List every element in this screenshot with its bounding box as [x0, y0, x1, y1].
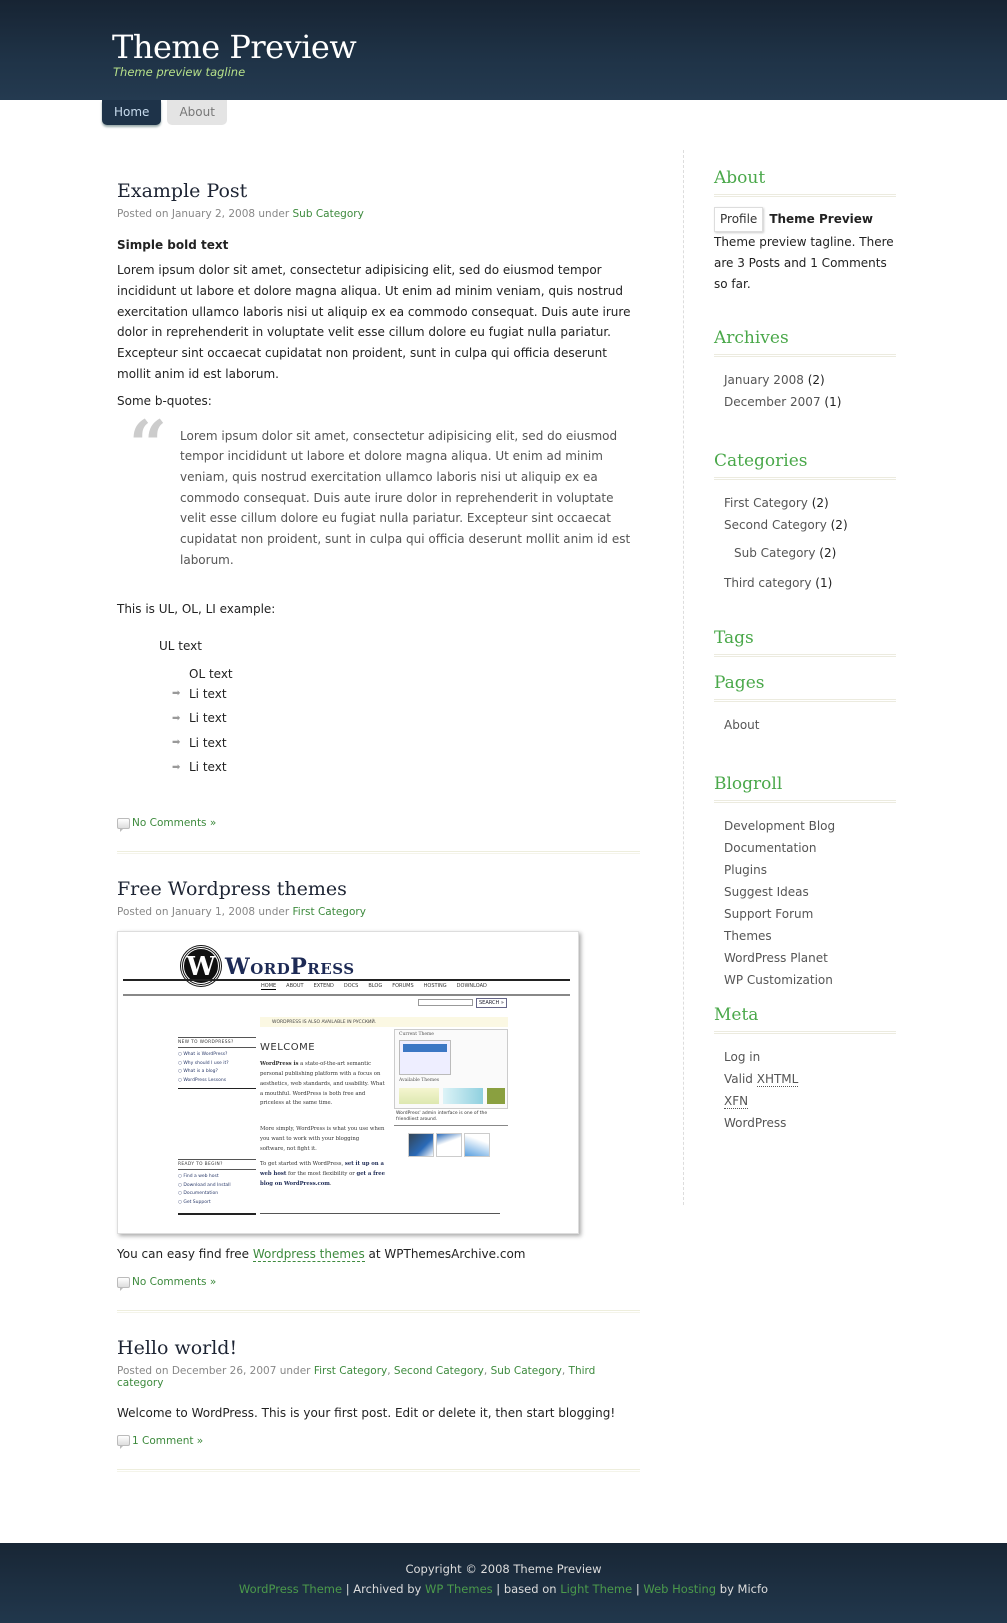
screenshot-new-heading: NEW TO WORDPRESS? — [178, 1040, 234, 1046]
screenshot-admin-panel: Current Theme Available Themes — [394, 1029, 508, 1109]
screenshot-ready-links: ○ Find a web host ○ Download and Install ○ Documentation ○ Get Support — [178, 1174, 231, 1205]
blockquote — [117, 405, 640, 571]
screenshot-nav: HOME ABOUT EXTEND DOCS BLOG FORUMS HOSTING DOWNLOAD — [261, 983, 487, 990]
widget-archives — [714, 328, 896, 413]
widget-blogroll — [714, 774, 896, 991]
bold-heading: Simple bold text — [117, 238, 229, 252]
post-meta — [117, 906, 640, 918]
blogroll-item[interactable]: Plugins — [724, 863, 767, 877]
site-header — [0, 0, 1007, 100]
screenshot-welcome: WELCOME — [260, 1042, 316, 1054]
post-example — [117, 180, 640, 854]
blogroll-item[interactable]: Themes — [724, 929, 772, 943]
archive-item[interactable]: January 2008 (2) — [724, 373, 825, 387]
widget-about — [714, 168, 896, 295]
footer-link-light-theme[interactable]: Light Theme — [560, 1582, 633, 1596]
post-meta: Posted on December 26, 2007 under First Category, Second Category, Sub Category, Third category — [117, 1365, 596, 1390]
category-item[interactable]: First Category (2) — [724, 496, 829, 510]
rule — [178, 1213, 256, 1215]
blogroll-item[interactable]: WordPress Planet — [724, 951, 828, 965]
logo-rule — [123, 979, 570, 981]
blogroll-item[interactable]: Documentation — [724, 841, 817, 855]
screenshot-thumbnails — [408, 1133, 490, 1157]
list-item: ➡ Li text — [172, 686, 227, 701]
rule — [394, 1125, 508, 1126]
comments-link[interactable]: No Comments » — [117, 817, 640, 829]
list-item: ➡ Li text — [172, 760, 227, 775]
widget-categories — [714, 451, 896, 594]
comments-link[interactable]: No Comments » — [117, 1276, 640, 1288]
widget-tags — [714, 628, 896, 657]
list-intro: This is UL, OL, LI example: — [117, 601, 276, 616]
blockquote-text: Lorem ipsum dolor sit amet, consectetur adipisicing elit, sed do eiusmod tempor incididunt ut labore et dolore magna aliqua. Ut enim ad minim veniam, quis nostrud exercitation ullamco laboris nisi ut aliquip ex ea commodo consequat. Duis aute irure dolor in reprehenderit in voluptate velit esse cillum dolore eu fugiat nulla pariatur. Excepteur sint occaecat cupidatat non proident, sunt in culpa qui officia deserunt mollit anim id est laborum. — [180, 428, 631, 567]
screenshot-para3: To get started with WordPress, set it up on a web host for the most flexibility or get a free blog on WordPress.com. — [260, 1161, 385, 1187]
wordpress-screenshot-image — [117, 931, 579, 1234]
category-item[interactable]: Sub Category (2) — [734, 546, 837, 560]
widget-title: Categories — [714, 451, 896, 480]
screenshot-search-button: SEARCH » — [476, 998, 507, 1008]
meta-login-link[interactable]: Log in — [724, 1050, 761, 1064]
post-title[interactable]: Example Post — [117, 180, 248, 202]
screenshot-notice: WORDPRESS IS ALSO AVAILABLE IN РУССКИЙ. — [260, 1017, 508, 1027]
post-date: Posted on January 1, 2008 under — [117, 906, 290, 919]
category-item[interactable]: Third category (1) — [724, 576, 833, 590]
post-divider — [117, 1310, 640, 1313]
post-paragraph: Lorem ipsum dolor sit amet, consectetur adipisicing elit, sed do eiusmod tempor incididunt ut labore et dolore magna aliqua. Ut enim ad minim veniam, quis nostrud exercitation ullamco laboris nisi ut aliquip ex ea commodo consequat. Duis aute irure dolor in reprehenderit in voluptate velit esse cillum dolore eu fugiat nulla pariatur. Excepteur sint occaecat cupidatat non proident, sunt in culpa qui officia deserunt mollit anim id est laborum. — [117, 263, 631, 381]
rule — [178, 1159, 256, 1160]
screenshot-admin-caption: WordPress' admin interface is one of the friendliest around. — [396, 1111, 488, 1122]
rule — [178, 1037, 256, 1038]
widget-title: Meta — [714, 1005, 896, 1034]
post-divider — [117, 851, 640, 854]
main-content — [117, 180, 640, 1472]
screenshot-para2: More simply, WordPress is what you use when you want to work with your blogging software, not fight it. — [260, 1126, 385, 1152]
site-title[interactable]: Theme Preview — [112, 28, 357, 66]
rule — [178, 1088, 256, 1089]
page-item[interactable]: About — [724, 718, 760, 732]
rule — [178, 1047, 256, 1048]
meta-xfn-link[interactable]: XFN — [724, 1094, 749, 1108]
about-box — [714, 207, 896, 295]
widget-meta — [714, 1005, 896, 1134]
profile-button[interactable]: Profile — [714, 207, 763, 232]
post-title[interactable]: Hello world! — [117, 1337, 238, 1360]
content-rule — [260, 1213, 500, 1214]
category-link[interactable]: First Category — [313, 1365, 388, 1378]
footer-link-wp-themes[interactable]: WP Themes — [425, 1582, 493, 1596]
about-name: Theme Preview — [769, 212, 874, 226]
footer-link-web-hosting[interactable]: Web Hosting — [643, 1582, 717, 1596]
widget-title: Tags — [714, 628, 896, 657]
wordpress-themes-link[interactable]: Wordpress themes — [252, 1247, 365, 1262]
category-link[interactable]: Sub Category — [292, 208, 364, 220]
bquote-intro: Some b-quotes: — [117, 393, 212, 408]
list-item: ➡ Li text — [172, 711, 227, 726]
arrow-right-icon: ➡ — [172, 712, 181, 724]
category-link[interactable]: Sub Category — [490, 1365, 562, 1378]
wordpress-logo-text: WordPress — [225, 954, 355, 981]
post-divider — [117, 1469, 640, 1472]
wordpress-logo-icon: W — [181, 946, 221, 986]
widget-title: About — [714, 168, 896, 197]
footer-link-wordpress-theme[interactable]: WordPress Theme — [238, 1582, 343, 1596]
post-title[interactable]: Free Wordpress themes — [117, 878, 347, 901]
arrow-right-icon: ➡ — [172, 737, 181, 749]
category-link[interactable]: Third category — [117, 1365, 596, 1390]
site-footer — [0, 1543, 1007, 1623]
screenshot-ready-heading: READY TO BEGIN? — [178, 1162, 223, 1168]
quote-icon: “ — [129, 405, 167, 484]
widget-title: Archives — [714, 328, 896, 357]
category-item[interactable]: Second Category (2) — [724, 518, 848, 532]
main-nav — [102, 100, 227, 125]
arrow-right-icon: ➡ — [172, 761, 181, 773]
arrow-right-icon: ➡ — [172, 688, 181, 700]
blogroll-item[interactable]: Support Forum — [724, 907, 814, 921]
about-text: Theme preview tagline. There are 3 Posts and 1 Comments so far. — [714, 235, 894, 291]
nav-rule — [123, 994, 570, 996]
meta-wordpress-link[interactable]: WordPress — [724, 1116, 787, 1130]
post-paragraph: You can easy find free Wordpress themes at WPThemesArchive.com — [117, 1247, 526, 1262]
comment-bubble-icon — [117, 818, 130, 829]
footer-copyright: Copyright © 2008 Theme Preview — [405, 1562, 602, 1576]
widget-title: Pages — [714, 673, 896, 702]
ol-text: OL text — [189, 667, 233, 682]
post-hello-world — [117, 1337, 640, 1472]
post-paragraph: Welcome to WordPress. This is your first post. Edit or delete it, then start blogging! — [117, 1406, 616, 1421]
widget-title: Blogroll — [714, 774, 896, 803]
comments-link[interactable]: 1 Comment » — [117, 1435, 640, 1447]
comment-bubble-icon — [117, 1435, 130, 1446]
sidebar-divider — [683, 150, 684, 1205]
list-item: ➡ Li text — [172, 735, 227, 750]
post-date: Posted on December 26, 2007 under — [117, 1365, 311, 1378]
site-tagline: Theme preview tagline — [113, 65, 246, 79]
widget-pages — [714, 673, 896, 736]
sidebar — [714, 168, 896, 1134]
blogroll-item[interactable]: Development Blog — [724, 819, 836, 833]
blogroll-item[interactable]: Suggest Ideas — [724, 885, 809, 899]
nav-tab-home[interactable]: Home — [102, 100, 161, 125]
footer-credits: WordPress Theme | Archived by WP Themes | based on Light Theme | Web Hosting by Micfo — [238, 1582, 769, 1596]
post-date: Posted on January 2, 2008 under — [117, 208, 290, 220]
blogroll-item[interactable]: WP Customization — [724, 973, 833, 987]
category-link[interactable]: First Category — [292, 906, 366, 919]
nav-tab-about[interactable]: About — [167, 100, 226, 125]
post-free-wordpress-themes — [117, 878, 640, 1313]
screenshot-intro: WordPress is a state-of-the-art semantic personal publishing platform with a focus on aesthetics, web standards, and usability. What a mouthful. WordPress is both free and priceless at the same time. — [260, 1061, 385, 1107]
meta-valid-xhtml-link[interactable]: Valid XHTML — [724, 1072, 799, 1086]
ul-text: UL text — [159, 639, 202, 654]
archive-item[interactable]: December 2007 (1) — [724, 395, 842, 409]
rule — [178, 1169, 256, 1170]
comment-bubble-icon — [117, 1277, 130, 1288]
list-example — [117, 639, 640, 779]
screenshot-new-links: ○ What is WordPress? ○ Why should I use it? ○ What is a blog? ○ WordPress Lessons — [178, 1052, 229, 1083]
post-meta — [117, 208, 640, 220]
screenshot-search-box — [418, 999, 473, 1006]
category-link[interactable]: Second Category — [393, 1365, 484, 1378]
